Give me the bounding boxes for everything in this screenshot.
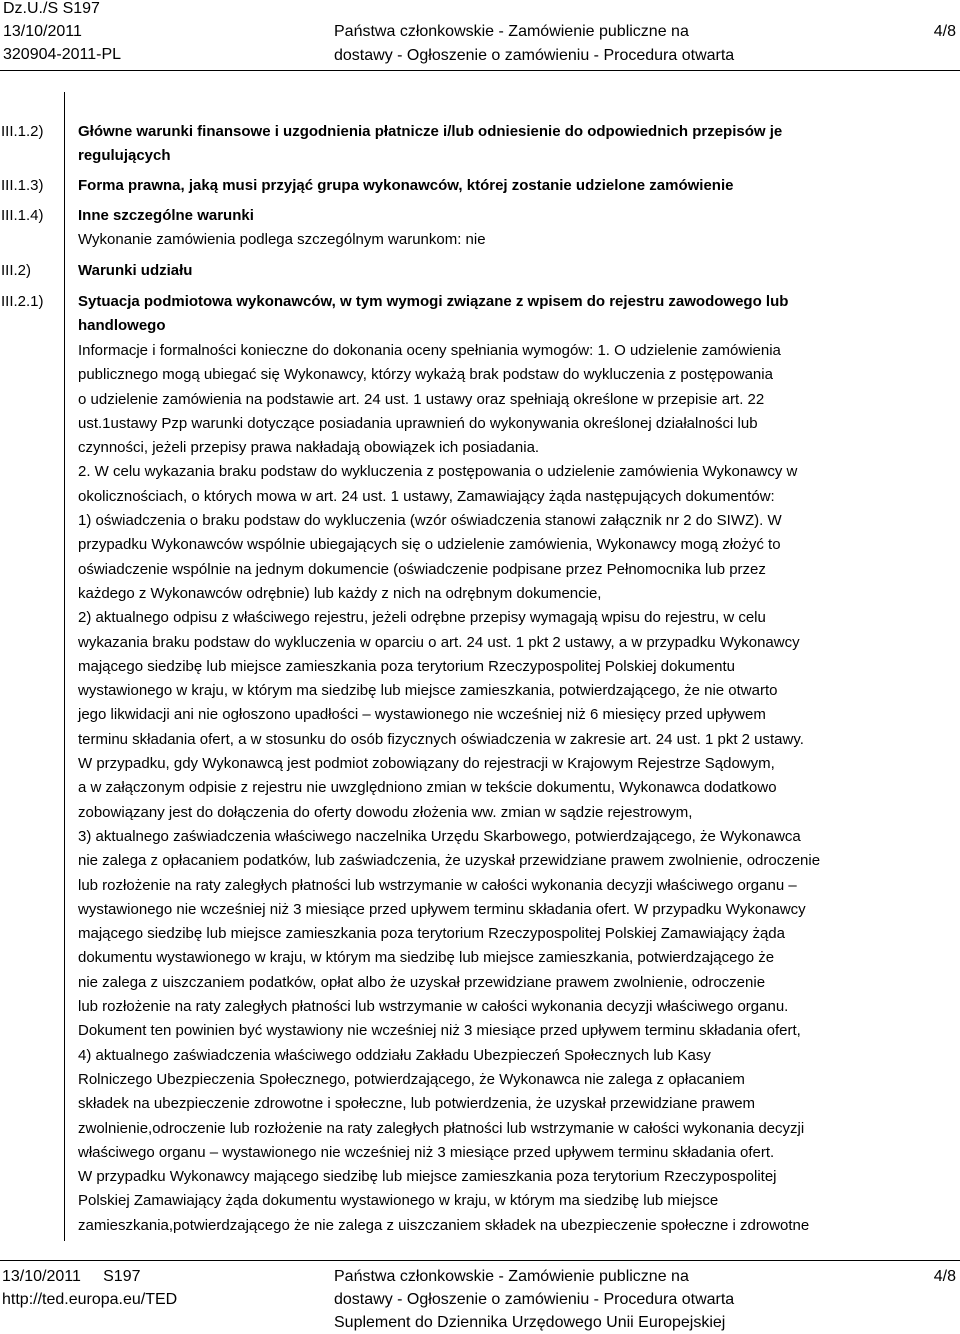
- body-line: okolicznościach, o których mowa w art. 24 ust. 1 ustawy, Zamawiający żąda następujących dokumentów:: [78, 487, 775, 505]
- body-line: publicznego mogą ubiegać się Wykonawcy, którzy wykażą brak podstaw do wykluczenia z postępowania: [78, 366, 773, 384]
- section-number: III.1.2): [1, 123, 44, 140]
- body-line: lub rozłożenie na raty zaległych płatności lub wstrzymanie w całości wykonania decyzji właściwego organu –: [78, 876, 797, 894]
- body-line: Informacje i formalności konieczne do dokonania oceny spełniania wymogów: 1. O udzielenie zamówienia: [78, 342, 781, 359]
- page-header: [0, 0, 960, 72]
- section-number: III.2): [1, 262, 32, 279]
- body-line: o udzielenie zamówienia na podstawie art. 24 ust. 1 ustawy oraz spełniają określone w przepisie art. 22: [78, 390, 765, 408]
- body-line: 4) aktualnego zaświadczenia właściwego oddziału Zakładu Ubezpieczeń Społecznych lub Kasy: [78, 1046, 711, 1064]
- body-line: wykazania braku podstaw do wykluczenia w oparciu o art. 24 ust. 1 pkt 2 ustawy, a w przypadku Wykonawcy: [78, 633, 800, 651]
- body-line: Polskiej Zamawiający żąda dokumentu wystawionego w kraju, w którym ma siedzibę lub miejsce: [78, 1192, 719, 1210]
- body-line: 2. W celu wykazania braku podstaw do wykluczenia z postępowania o udzielenie zamówienia Wykonawcy w: [78, 463, 798, 481]
- body-line: zwolnienie,odroczenie lub rozłożenie na raty zaległych płatności lub wstrzymanie w całości wykonania decyzji: [78, 1119, 805, 1137]
- body-line: 2) aktualnego odpisu z właściwego rejestru, jeżeli odrębne przepisy wymagają wpisu do rejestru, w celu: [78, 609, 766, 627]
- body-line: zamieszkania,potwierdzającego że nie zalega z uiszczaniem składek na ubezpieczenie społeczne i zdrowotne: [78, 1216, 810, 1234]
- footer-date: 13/10/2011: [2, 1268, 81, 1285]
- body-line: dokumentu wystawionego w kraju, w którym ma siedzibę lub miejsce zamieszkania, potwierdzającego że: [78, 949, 775, 967]
- section-title: Inne szczególne warunki: [78, 207, 254, 224]
- section-title: Forma prawna, jaką musi przyjąć grupa wykonawców, której zostanie udzielone zamówienie: [78, 177, 734, 194]
- body-line: ust.1ustawy Pzp warunki dotyczące posiadania uprawnień do wykonywania określonej działalności lub: [78, 414, 758, 432]
- section-body-text: [78, 339, 958, 1238]
- footer-url[interactable]: http://ted.europa.eu/TED: [2, 1291, 178, 1308]
- body-line: zobowiązany jest do dołączenia do oferty dowodu złożenia ww. zmian w sądzie rejestrowym,: [78, 803, 693, 821]
- body-line: W przypadku, gdy Wykonawcą jest podmiot zobowiązany do rejestracji w Krajowym Rejestrze Sądowym,: [78, 755, 775, 773]
- footer-divider: [0, 1260, 960, 1261]
- body-line: czynności, jeżeli przepisy prawa nakładają obowiązek ich posiadania.: [78, 439, 540, 457]
- journal-ref: Dz.U./S S197: [3, 0, 100, 17]
- body-line: przypadku Wykonawców wspólnie ubiegających się o udzielenie zamówienia, Wykonawcy mogą złożyć to: [78, 536, 781, 554]
- body-line: składek na ubezpieczenie zdrowotne i społeczne, lub potwierdzenia, że uzyskał przewidziane prawem: [78, 1095, 756, 1113]
- body-line: terminu składania ofert, a w stosunku do osób fizycznych oświadczenia w zakresie art. 24 ust. 1 pkt 2 ustawy.: [78, 730, 804, 748]
- body-line: mającego siedzibę lub miejsce zamieszkania poza terytorium Rzeczypospolitej Polskiej Zamawiający żąda: [78, 925, 785, 943]
- body-line: właściwego organu – wystawionego nie wcześniej niż 3 miesiące przed upływem terminu składania ofert.: [78, 1143, 775, 1161]
- header-title: [334, 20, 734, 68]
- section-number: III.1.3): [1, 177, 44, 194]
- document-id: 320904-2011-PL: [3, 46, 122, 63]
- section-number: III.1.4): [1, 207, 44, 224]
- section-number: III.2.1): [1, 293, 44, 310]
- body-line: nie zalega z uiszczaniem podatków, opłat albo że uzyskał przewidziane prawem zwolnienie, odroczenie: [78, 973, 766, 991]
- header-divider: [0, 70, 960, 71]
- section-title: Sytuacja podmiotowa wykonawców, w tym wymogi związane z wpisem do rejestru zawodowego lub handlowego: [78, 293, 789, 334]
- body-line: wystawionego nie wcześniej niż 3 miesiące przed upływem terminu składania ofert. W przypadku Wykonawcy: [78, 900, 806, 918]
- footer-series: S197: [103, 1268, 141, 1285]
- footer-title: Państwa członkowskie - Zamówienie publiczne na dostawy - Ogłoszenie o zamówieniu - Procedura otwarta Suplement do Dziennika Urzędowego Unii Europejskiej: [334, 1268, 735, 1331]
- section-title: Warunki udziału: [78, 262, 193, 279]
- body-line: 3) aktualnego zaświadczenia właściwego naczelnika Urzędu Skarbowego, potwierdzającego, że Wykonawca: [78, 827, 801, 845]
- body-line: a w załączonym odpisie z rejestru nie uwzględniono zmian w tekście dokumentu, Wykonawca dodatkowo: [78, 779, 777, 797]
- header-page-number: 4/8: [933, 23, 956, 40]
- body-line: Dokument ten powinien być wystawiony nie wcześniej niż 3 miesiące przed upływem terminu składania ofert,: [78, 1022, 801, 1040]
- body-line: W przypadku Wykonawcy mającego siedzibę lub miejsce zamieszkania poza terytorium Rzeczypospolitej: [78, 1168, 777, 1186]
- body-line: oświadczenie wspólnie na jednym dokumencie (oświadczenie podpisane przez Pełnomocnika lub przez: [78, 560, 766, 578]
- body-line: każdego z Wykonawców odrębnie) lub każdy z nich na odrębnym dokumencie,: [78, 584, 602, 602]
- body-line: jego likwidacji ani nie ogłoszono upadłości – wystawionego nie wcześniej niż 6 miesięcy przed upływem: [78, 706, 766, 724]
- header-title-line2: dostawy - Ogłoszenie o zamówieniu - Procedura otwarta: [334, 47, 735, 64]
- header-left: [3, 0, 121, 66]
- header-date: 13/10/2011: [3, 23, 82, 40]
- body-line: wystawionego w kraju, w którym ma siedzibę lub miejsce zamieszkania, potwierdzającego, że nie otwarto: [78, 682, 778, 700]
- page-footer: [0, 1260, 960, 1334]
- section-text: Wykonanie zamówienia podlega szczególnym warunkom: nie: [78, 231, 486, 248]
- header-title-line1: Państwa członkowskie - Zamówienie publiczne na: [334, 23, 689, 40]
- footer-page-number: 4/8: [933, 1268, 956, 1285]
- body-line: mającego siedzibę lub miejsce zamieszkania poza terytorium Rzeczypospolitej Polskiej dokumentu: [78, 657, 735, 675]
- footer-left: [2, 1265, 177, 1311]
- section-divider-line: [64, 92, 65, 1241]
- body-line: lub rozłożenie na raty zaległych płatności lub wstrzymanie w całości wykonania decyzji właściwego organu.: [78, 998, 789, 1016]
- body-line: Rolniczego Ubezpieczenia Społecznego, potwierdzającego, że Wykonawca nie zalega z opłacaniem: [78, 1070, 745, 1088]
- body-line: 1) oświadczenia o braku podstaw do wykluczenia (wzór oświadczenia stanowi załącznik nr 2 do SIWZ). W: [78, 512, 782, 530]
- section-title: Główne warunki finansowe i uzgodnienia płatnicze i/lub odniesienie do odpowiednich przepisów je regulujących: [78, 123, 783, 164]
- body-line: nie zalega z opłacaniem podatków, lub zaświadczenia, że uzyskał przewidziane prawem zwolnienie, odroczenie: [78, 852, 821, 870]
